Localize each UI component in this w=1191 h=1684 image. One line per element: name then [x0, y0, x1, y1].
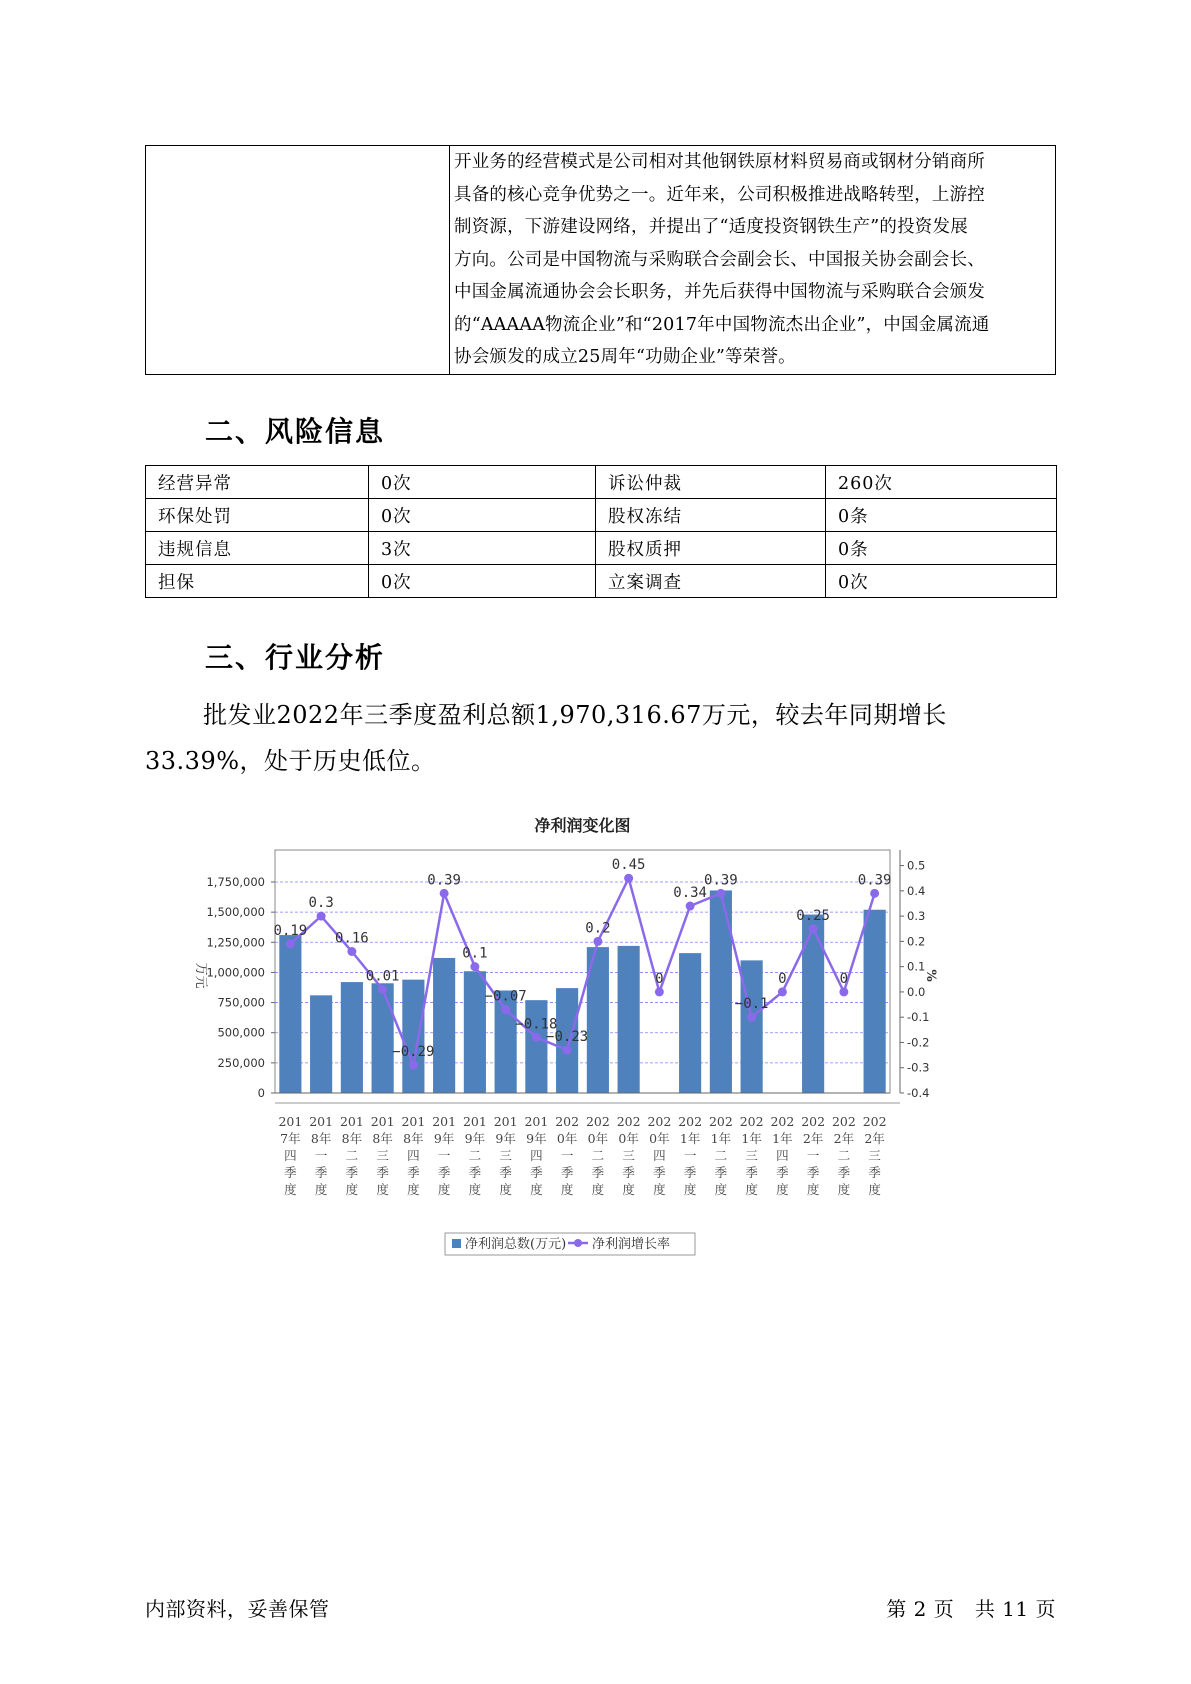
x-tick-label: 度 — [714, 1182, 728, 1197]
risk-value-cell: 0次 — [826, 565, 1057, 598]
risk-label-cell: 诉讼仲裁 — [596, 466, 826, 499]
x-tick-label: 1年 — [679, 1131, 701, 1146]
x-tick-label: 度 — [591, 1182, 605, 1197]
intro-line: 中国金属流通协会会长职务，并先后获得中国物流与采购联合会颁发 — [454, 282, 985, 302]
bar — [741, 960, 763, 1093]
x-tick-label: 四 — [530, 1148, 543, 1163]
x-tick-label: 202 — [616, 1114, 641, 1129]
x-tick-label: 季 — [868, 1165, 881, 1180]
growth-rate-label: 0.25 — [796, 907, 830, 924]
growth-rate-label: 0.39 — [857, 872, 892, 889]
x-tick-label: 度 — [868, 1182, 881, 1197]
x-tick-label: 8年 — [403, 1131, 424, 1146]
y-tick-label: 250,000 — [217, 1055, 265, 1070]
risk-row — [146, 499, 1057, 532]
risk-row — [146, 532, 1057, 565]
x-tick-label: 202 — [770, 1114, 795, 1129]
y2-tick-label: -0.2 — [907, 1035, 930, 1050]
x-tick-label: 度 — [314, 1182, 328, 1197]
growth-rate-point — [563, 1046, 572, 1055]
x-tick-label: 三 — [745, 1148, 758, 1163]
risk-label-cell: 担保 — [146, 565, 369, 598]
y2-tick-label: 0.3 — [907, 909, 926, 924]
growth-rate-point — [686, 902, 695, 911]
x-tick-label: 度 — [284, 1182, 297, 1197]
growth-rate-point — [470, 962, 479, 971]
footer-page-number: 第 2 页 共 11 页 — [886, 1597, 1056, 1621]
risk-value-cell: 0次 — [369, 565, 596, 598]
growth-rate-point — [378, 985, 387, 994]
x-tick-label: 202 — [647, 1114, 672, 1129]
x-tick-label: 度 — [560, 1182, 574, 1197]
y-tick-label: 1,500,000 — [206, 905, 265, 920]
x-tick-label: 度 — [622, 1182, 635, 1197]
bar — [679, 953, 701, 1093]
industry-section-title: 三、行业分析 — [205, 641, 386, 674]
y-axis-title: 万元 — [193, 962, 208, 989]
y2-tick-label: -0.1 — [907, 1010, 930, 1025]
x-tick-label: 四 — [407, 1148, 420, 1163]
x-tick-label: 度 — [407, 1182, 420, 1197]
x-tick-label: 季 — [653, 1165, 666, 1180]
x-tick-label: 202 — [831, 1114, 856, 1129]
risk-row — [146, 565, 1057, 598]
growth-rate-point — [747, 1013, 756, 1022]
risk-label-cell: 股权冻结 — [596, 499, 826, 532]
risk-value-cell: 3次 — [369, 532, 596, 565]
x-tick-label: 度 — [530, 1182, 543, 1197]
bar — [402, 980, 424, 1093]
risk-value-cell: 0次 — [369, 499, 596, 532]
x-tick-label: 一 — [560, 1148, 574, 1163]
x-tick-label: 度 — [837, 1182, 851, 1197]
growth-rate-point — [317, 912, 326, 921]
x-tick-label: 8年 — [341, 1131, 363, 1146]
chart-svg — [175, 808, 1005, 1268]
x-tick-label: 202 — [801, 1114, 826, 1129]
x-tick-label: 二 — [468, 1148, 482, 1163]
x-tick-label: 二 — [714, 1148, 728, 1163]
x-tick-label: 度 — [499, 1182, 512, 1197]
net-profit-chart — [175, 808, 1005, 1268]
x-tick-label: 季 — [837, 1165, 851, 1180]
intro-line: 制资源，下游建设网络，并提出了“适度投资钢铁生产”的投资发展 — [454, 217, 968, 237]
y2-tick-label: -0.3 — [907, 1060, 930, 1075]
intro-line: 的“AAAAA物流企业”和“2017年中国物流杰出企业”，中国金属流通 — [454, 314, 990, 335]
y2-tick-label: 0.4 — [907, 883, 926, 898]
bar — [618, 946, 640, 1093]
y-tick-label: 1,000,000 — [206, 965, 265, 980]
x-tick-label: 1年 — [772, 1131, 793, 1146]
intro-line: 方向。公司是中国物流与采购联合会副会长、中国报关协会副会长、 — [454, 249, 985, 270]
growth-rate-point — [501, 1005, 510, 1014]
x-tick-label: 8年 — [372, 1131, 393, 1146]
growth-rate-point — [655, 987, 664, 996]
x-tick-label: 1年 — [741, 1131, 762, 1146]
x-tick-label: 201 — [462, 1114, 487, 1129]
growth-rate-label: −0.07 — [484, 988, 527, 1005]
x-tick-label: 季 — [437, 1165, 451, 1180]
growth-rate-label: 0.3 — [308, 895, 334, 912]
y-tick-label: 1,750,000 — [206, 875, 265, 889]
x-tick-label: 二 — [591, 1148, 605, 1163]
growth-rate-point — [440, 889, 449, 898]
growth-rate-label: 0.01 — [365, 968, 400, 985]
x-tick-label: 季 — [622, 1165, 635, 1180]
x-tick-label: 度 — [345, 1182, 359, 1197]
x-tick-label: 201 — [493, 1114, 518, 1129]
risk-row — [146, 466, 1057, 499]
y2-tick-label: 0.0 — [907, 984, 926, 999]
y2-tick-label: -0.4 — [907, 1086, 930, 1100]
x-tick-label: 度 — [437, 1182, 451, 1197]
risk-label-cell: 股权质押 — [596, 532, 826, 565]
y2-axis-title: % — [923, 969, 938, 982]
x-tick-label: 202 — [739, 1114, 764, 1129]
x-tick-label: 四 — [653, 1148, 666, 1163]
y2-tick-label: 0.2 — [907, 934, 926, 949]
x-tick-label: 三 — [376, 1148, 389, 1163]
risk-label-cell: 违规信息 — [146, 532, 369, 565]
x-tick-label: 202 — [555, 1114, 580, 1129]
legend-line-label: 净利润增长率 — [592, 1237, 671, 1252]
growth-rate-point — [624, 874, 633, 883]
intro-text — [450, 146, 1055, 374]
growth-rate-point — [716, 889, 725, 898]
growth-rate-label: 0.39 — [704, 872, 738, 889]
x-tick-label: 四 — [284, 1148, 297, 1163]
growth-rate-point — [809, 924, 818, 933]
x-tick-label: 202 — [862, 1114, 887, 1129]
x-tick-label: 三 — [868, 1148, 881, 1163]
growth-rate-label: 0.16 — [335, 930, 369, 947]
x-tick-label: 二 — [345, 1148, 359, 1163]
y2-tick-label: 0.1 — [907, 959, 926, 974]
bar — [802, 915, 824, 1093]
intro-table-text-cell — [450, 146, 1056, 375]
x-tick-label: 0年 — [587, 1131, 609, 1146]
bar — [310, 995, 332, 1093]
intro-table-empty-cell — [146, 146, 450, 375]
x-tick-label: 201 — [432, 1114, 457, 1129]
growth-rate-point — [593, 937, 602, 946]
x-tick-label: 202 — [708, 1114, 733, 1129]
growth-rate-label: 0.39 — [427, 872, 461, 889]
y-tick-label: 500,000 — [217, 1025, 265, 1040]
x-tick-label: 季 — [468, 1165, 482, 1180]
bar — [372, 983, 394, 1093]
x-tick-label: 0年 — [556, 1131, 578, 1146]
x-tick-label: 度 — [376, 1182, 389, 1197]
growth-rate-label: 0.34 — [673, 885, 707, 902]
x-tick-label: 季 — [345, 1165, 359, 1180]
risk-section-title: 二、风险信息 — [205, 415, 386, 448]
x-tick-label: 9年 — [495, 1131, 516, 1146]
growth-rate-label: 0 — [655, 970, 664, 987]
intro-line: 具备的核心竞争优势之一。近年来，公司积极推进战略转型，上游控 — [454, 184, 985, 205]
x-tick-label: 四 — [776, 1148, 789, 1163]
growth-rate-label: 0 — [839, 970, 849, 987]
x-tick-label: 201 — [524, 1114, 549, 1129]
x-tick-label: 季 — [530, 1165, 543, 1180]
x-tick-label: 201 — [370, 1114, 395, 1129]
x-tick-label: 度 — [806, 1182, 820, 1197]
risk-label-cell: 环保处罚 — [146, 499, 369, 532]
x-tick-label: 度 — [683, 1182, 697, 1197]
x-tick-label: 季 — [806, 1165, 820, 1180]
x-tick-label: 度 — [745, 1182, 758, 1197]
x-tick-label: 2年 — [802, 1131, 824, 1146]
x-tick-label: 季 — [591, 1165, 605, 1180]
x-tick-label: 季 — [560, 1165, 574, 1180]
x-tick-label: 2年 — [864, 1131, 885, 1146]
x-tick-label: 7年 — [280, 1131, 301, 1146]
y-tick-label: 1,250,000 — [206, 935, 265, 950]
bar — [864, 910, 886, 1093]
x-tick-label: 9年 — [526, 1131, 547, 1146]
x-tick-label: 季 — [683, 1165, 697, 1180]
intro-line: 开业务的经营模式是公司相对其他钢铁原材料贸易商或钢材分销商所 — [454, 152, 985, 172]
risk-value-cell: 0条 — [826, 499, 1057, 532]
risk-value-cell: 260次 — [826, 466, 1057, 499]
x-tick-label: 1年 — [710, 1131, 732, 1146]
bar — [433, 958, 455, 1093]
growth-rate-label: −0.1 — [734, 996, 769, 1013]
growth-rate-point — [409, 1061, 418, 1070]
intro-line: 协会颁发的成立25周年“功勋企业”等荣誉。 — [454, 347, 796, 367]
growth-rate-label: −0.23 — [546, 1029, 589, 1046]
growth-rate-point — [347, 947, 356, 956]
x-tick-label: 202 — [678, 1114, 703, 1129]
bar — [279, 935, 301, 1093]
y2-tick-label: 0.5 — [907, 858, 926, 873]
x-tick-label: 季 — [376, 1165, 389, 1180]
risk-label-cell: 立案调查 — [596, 565, 826, 598]
x-tick-label: 季 — [407, 1165, 420, 1180]
x-tick-label: 9年 — [433, 1131, 455, 1146]
x-tick-label: 0年 — [618, 1131, 639, 1146]
x-tick-label: 202 — [585, 1114, 610, 1129]
bar — [464, 971, 486, 1093]
intro-table — [145, 145, 1056, 375]
x-tick-label: 8年 — [310, 1131, 332, 1146]
growth-rate-label: 0.45 — [611, 857, 646, 874]
x-tick-label: 度 — [653, 1182, 666, 1197]
legend-bar-swatch — [452, 1239, 461, 1248]
x-tick-label: 201 — [339, 1114, 364, 1129]
x-tick-label: 201 — [401, 1114, 426, 1129]
growth-rate-label: −0.18 — [515, 1016, 558, 1033]
legend-line-marker — [574, 1239, 582, 1247]
x-tick-label: 一 — [437, 1148, 451, 1163]
risk-value-cell: 0条 — [826, 532, 1057, 565]
x-tick-label: 二 — [837, 1148, 851, 1163]
x-tick-label: 季 — [499, 1165, 512, 1180]
chart-title: 净利润变化图 — [534, 816, 631, 835]
growth-rate-point — [839, 987, 848, 996]
x-tick-label: 2年 — [833, 1131, 855, 1146]
x-tick-label: 季 — [284, 1165, 297, 1180]
risk-value-cell: 0次 — [369, 466, 596, 499]
growth-rate-label: 0 — [778, 970, 787, 987]
x-tick-label: 度 — [468, 1182, 482, 1197]
x-tick-label: 201 — [309, 1114, 334, 1129]
risk-label-cell: 经营异常 — [146, 466, 369, 499]
growth-rate-label: 0.19 — [273, 922, 308, 939]
y-tick-label: 750,000 — [217, 995, 265, 1010]
growth-rate-label: 0.1 — [462, 945, 488, 962]
x-tick-label: 季 — [314, 1165, 328, 1180]
footer-confidential-note: 内部资料，妥善保管 — [145, 1597, 330, 1621]
growth-rate-label: 0.2 — [585, 920, 611, 937]
risk-table — [145, 465, 1057, 598]
x-tick-label: 0年 — [649, 1131, 670, 1146]
x-tick-label: 度 — [776, 1182, 789, 1197]
bar — [341, 982, 363, 1093]
growth-rate-point — [286, 939, 295, 948]
y-tick-label: 0 — [257, 1086, 265, 1100]
growth-rate-point — [870, 889, 879, 898]
x-tick-label: 三 — [499, 1148, 512, 1163]
x-tick-label: 一 — [314, 1148, 328, 1163]
legend-bar-label: 净利润总数(万元) — [465, 1237, 567, 1252]
industry-analysis-paragraph: 批发业2022年三季度盈利总额1,970,316.67万元，较去年同期增长33.39%，处于历史低位。 — [145, 701, 947, 775]
x-tick-label: 三 — [622, 1148, 635, 1163]
x-tick-label: 201 — [278, 1114, 303, 1129]
x-tick-label: 季 — [776, 1165, 789, 1180]
x-tick-label: 一 — [806, 1148, 820, 1163]
x-tick-label: 9年 — [464, 1131, 486, 1146]
growth-rate-label: −0.29 — [392, 1044, 435, 1061]
x-tick-label: 一 — [683, 1148, 697, 1163]
bar — [525, 1000, 547, 1093]
x-tick-label: 季 — [714, 1165, 728, 1180]
x-tick-label: 季 — [745, 1165, 758, 1180]
growth-rate-point — [778, 987, 787, 996]
growth-rate-point — [532, 1033, 541, 1042]
